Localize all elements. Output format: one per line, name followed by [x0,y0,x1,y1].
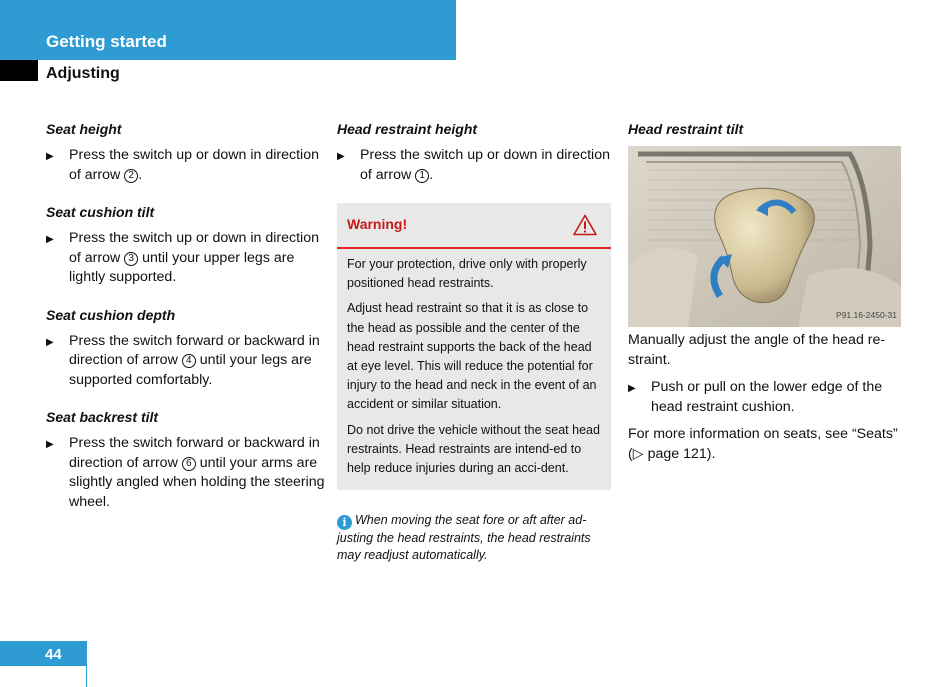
section-marker [0,60,38,81]
page-number: 44 [45,646,62,663]
info-icon: i [337,515,352,530]
column-seat-adjustment [46,120,326,530]
warning-box [337,203,611,490]
arrow-number: 1 [415,169,429,183]
heading-seat-height: Seat height [46,121,122,137]
step-cushion-depth: ▶ Press the switch forward or backward in direction of arrow 4 until your legs are supported comfortably. [46,332,326,391]
tilt-paragraph: Manually adjust the angle of the head re-straint. [628,332,886,368]
warning-paragraph: Adjust head restraint so that it is as close to the head as possible and the center of the head restraint supports the back of the head at eye level. This will reduce the potential for injury to the head and neck in the event of an accident or similar situation. [347,301,597,412]
more-info-paragraph: For more information on seats, see “Seats” (▷ page 121). [628,426,898,462]
arrow-number: 3 [124,252,138,266]
heading-head-restraint-tilt: Head restraint tilt [628,121,744,137]
bullet-arrow-icon: ▶ [337,151,345,162]
warning-paragraph: Do not drive the vehicle without the seat head restraints. Head restraints are intend-ed to help reduce injuries during an acci-dent. [347,422,600,476]
step-seat-height: ▶ Press the switch up or down in direction of arrow 2 . [46,146,326,185]
page-footer-line [0,665,87,687]
arrow-number: 6 [182,457,196,471]
heading-backrest-tilt: Seat backrest tilt [46,409,159,425]
warning-body [337,249,611,490]
image-code: P91.16-2450-31 [836,309,897,320]
step-head-restraint-tilt: ▶ Push or pull on the lower edge of the head restraint cushion. [628,378,903,417]
head-restraint-photo [628,146,901,327]
step-backrest-tilt: ▶ Press the switch forward or backward in direction of arrow 6 until your arms are slightly angled when holding the steering wheel. [46,434,326,512]
step-cushion-tilt: ▶ Press the switch up or down in direction of arrow 3 until your upper legs are lightly supported. [46,229,326,288]
info-note: i When moving the seat fore or aft after ad-justing the head restraints, the head restraints may readjust automatically. [337,513,591,563]
subsection-title: Adjusting [46,65,120,82]
warning-paragraph: For your protection, drive only with properly positioned head restraints. [347,257,587,291]
bullet-arrow-icon: ▶ [46,336,54,348]
arrow-number: 4 [182,354,196,368]
warning-header [337,203,611,249]
arrow-number: 2 [124,169,138,183]
warning-triangle-icon [573,214,597,236]
section-title: Getting started [46,32,167,51]
heading-head-restraint-height: Head restraint height [337,121,478,137]
bullet-arrow-icon: ▶ [46,234,54,245]
bullet-arrow-icon: ▶ [46,439,54,450]
heading-cushion-depth: Seat cushion depth [46,306,176,323]
bullet-arrow-icon: ▶ [628,383,636,394]
bullet-arrow-icon: ▶ [46,151,54,162]
heading-cushion-tilt: Seat cushion tilt [46,204,155,220]
column-head-restraint-height [337,120,611,564]
head-restraint-illustration [628,146,901,327]
column-head-restraint-tilt [628,120,903,472]
warning-title: Warning! [347,216,408,233]
step-head-restraint-height: ▶ Press the switch up or down in direction of arrow 1 . [337,146,611,185]
page-number-box [0,641,87,665]
